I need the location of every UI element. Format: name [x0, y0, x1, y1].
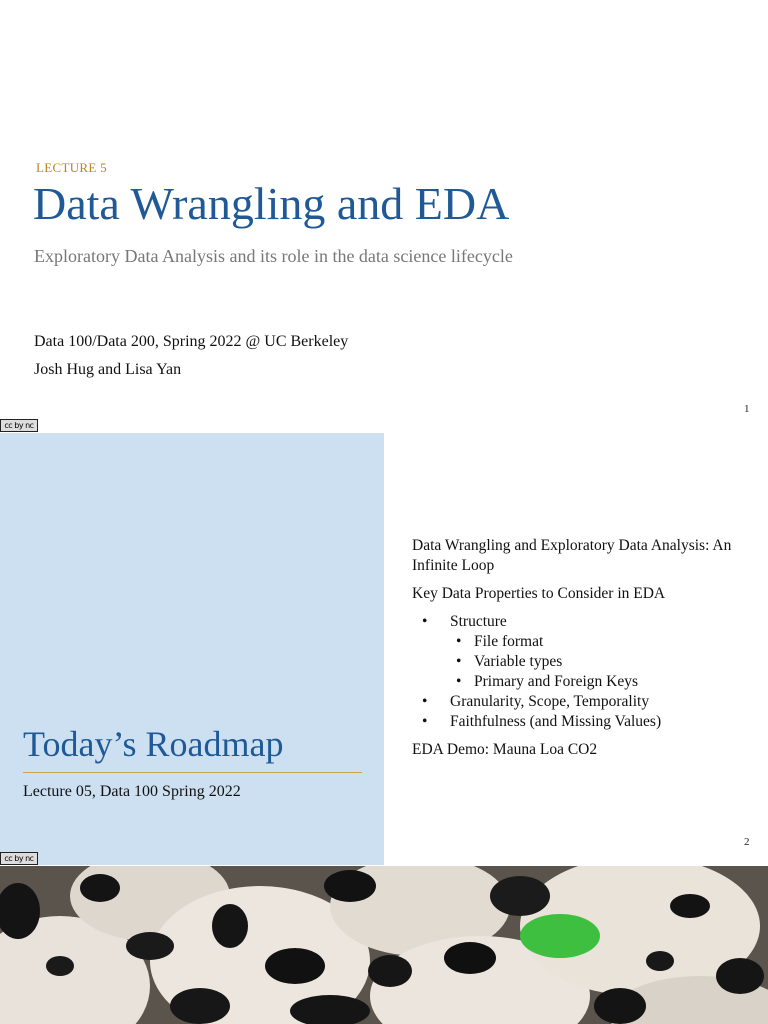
- agenda-sub-bullet: • Variable types: [412, 652, 762, 672]
- agenda-item: Data Wrangling and Exploratory Data Analysis: An Infinite Loop: [412, 537, 732, 574]
- page-number: 1: [744, 403, 750, 415]
- agenda-bullet: • Faithfulness (and Missing Values): [412, 712, 762, 732]
- title-divider: [23, 772, 362, 773]
- lecture-tag: LECTURE 5: [36, 160, 107, 175]
- panda-cubs-image: [0, 866, 768, 1024]
- roadmap-title: Today’s Roadmap: [23, 724, 284, 764]
- cc-license-icon: cc by nc: [0, 419, 38, 432]
- agenda-bullet: • Granularity, Scope, Temporality: [412, 692, 762, 712]
- roadmap-slide: [0, 433, 768, 865]
- instructors-line: Josh Hug and Lisa Yan: [34, 361, 182, 378]
- agenda-bullet: • Structure: [412, 612, 762, 632]
- agenda-sub-bullet: • File format: [412, 632, 762, 652]
- page-number: 2: [744, 836, 750, 848]
- agenda-item: Key Data Properties to Consider in EDA: [412, 585, 666, 602]
- title-slide: [0, 0, 768, 432]
- slide-title: Data Wrangling and EDA: [33, 178, 510, 229]
- roadmap-subtitle: Lecture 05, Data 100 Spring 2022: [23, 783, 241, 800]
- agenda-list: [412, 536, 762, 760]
- panda-cubs-photo: [0, 866, 768, 1024]
- course-line: Data 100/Data 200, Spring 2022 @ UC Berkeley: [34, 333, 349, 350]
- slide-subtitle: Exploratory Data Analysis and its role in the data science lifecycle: [34, 246, 513, 266]
- agenda-item: EDA Demo: Mauna Loa CO2: [412, 741, 598, 758]
- roadmap-title-panel: [0, 433, 384, 865]
- agenda-sub-bullet: • Primary and Foreign Keys: [412, 672, 762, 692]
- cc-license-icon: cc by nc: [0, 852, 38, 865]
